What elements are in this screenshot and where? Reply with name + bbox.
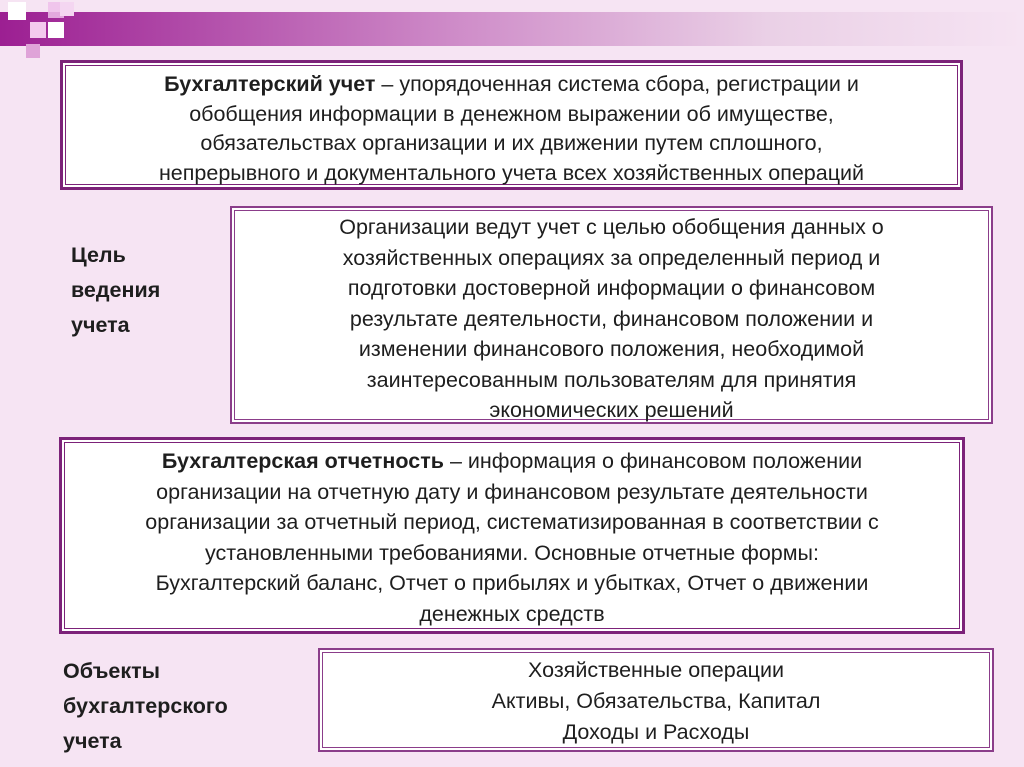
definition-box <box>60 60 963 190</box>
goal-line: хозяйственных операциях за определенный период и <box>342 245 881 270</box>
reporting-line: установленными требованиями. Основные отчетные формы: <box>205 540 819 565</box>
goal-label: Цель ведения учета <box>71 243 161 337</box>
objects-item: Активы, Обязательства, Капитал <box>491 689 821 713</box>
reporting-line: Бухгалтерский баланс, Отчет о прибылях и убытках, Отчет о движении <box>155 571 869 595</box>
reporting-line: организации за отчетный период, систематизированная в соответствии с <box>145 510 879 534</box>
reporting-line: организации на отчетную дату и финансовом результате деятельности <box>156 479 868 504</box>
goal-line: подготовки достоверной информации о финансовом <box>347 276 876 300</box>
reporting-line: Бухгалтерская отчетность – информация о финансовом положении <box>161 449 863 473</box>
goal-line: заинтересованным пользователям для принятия <box>366 367 857 392</box>
reporting-term: Бухгалтерская отчетность <box>161 449 444 473</box>
decorative-square <box>8 2 26 20</box>
definition-line: обобщения информации в денежном выражении об имуществе, <box>189 101 834 126</box>
objects-box <box>318 648 994 752</box>
objects-label: Объекты бухгалтерского учета <box>63 659 228 753</box>
goal-line: экономических решений <box>489 398 734 422</box>
definition-term: Бухгалтерский учет <box>164 72 376 96</box>
decorative-header-bar <box>0 12 1024 46</box>
decorative-square <box>60 2 74 16</box>
definition-line: обязательствах организации и их движении путем сплошного, <box>200 131 823 155</box>
definition-line: Бухгалтерский учет – упорядоченная система сбора, регистрации и <box>164 72 859 96</box>
goal-line: изменении финансового положения, необходимой <box>358 337 865 361</box>
objects-item: Хозяйственные операции <box>528 658 784 682</box>
definition-line: непрерывного и документального учета всех хозяйственных операций <box>158 160 865 185</box>
reporting-line: денежных средств <box>419 601 605 626</box>
objects-item: Доходы и Расходы <box>562 720 750 744</box>
decorative-square <box>30 22 46 38</box>
decorative-square <box>26 44 40 58</box>
goal-line: результате деятельности, финансовом положении и <box>349 306 874 331</box>
decorative-square <box>48 22 64 38</box>
reporting-box <box>59 437 965 634</box>
goal-box <box>230 206 993 424</box>
goal-line: Организации ведут учет с целью обобщения данных о <box>339 215 884 239</box>
